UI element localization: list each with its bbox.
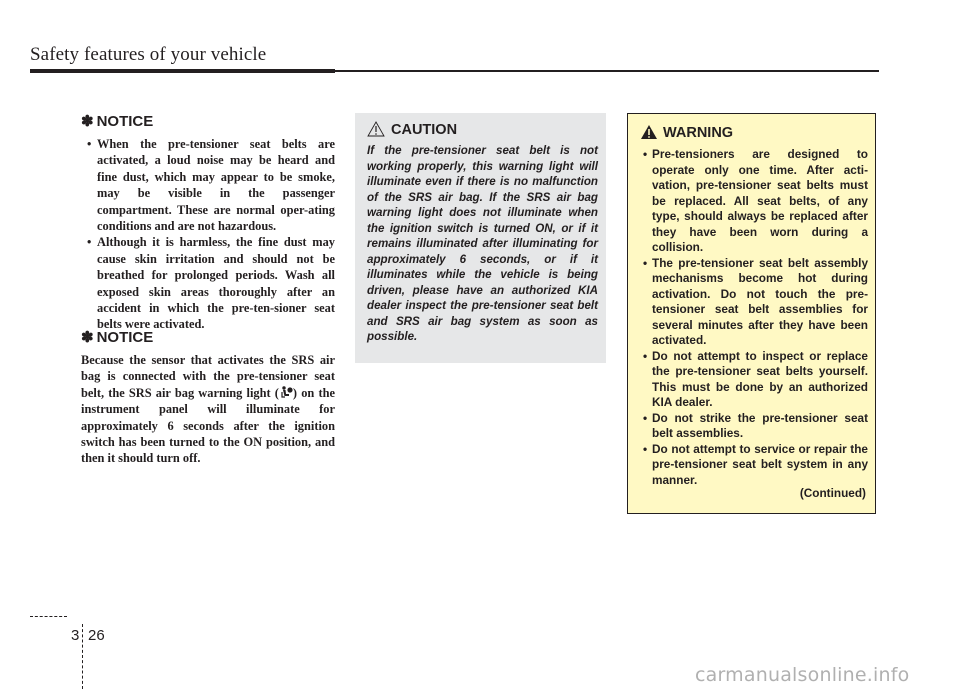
warning-heading — [640, 124, 733, 141]
notice-list-item: • When the pre-tensioner seat belts are activated, a loud noise may be heard and fine dust, which may appear to be smoke, may be visible in the passenger compartment. These are normal oper-ating conditions and are not hazardous. — [81, 136, 335, 234]
caution-body: If the pre-tensioner seat belt is not working properly, this warning light will illuminate even if there is no malfunction of the SRS air bag. If the SRS air bag warning light does not illuminate when the ignition switch is turned ON, or if it remains illuminated after illuminating for approximately 6 seconds, or if it illuminates while the vehicle is being driven, please have an authorized KIA dealer inspect the pre-tensioner seat belt and SRS air bag system as soon as possible. — [367, 144, 598, 343]
warning-list-item: • The pre-tensioner seat belt assembly mechanisms become hot during activation. Do not touch the pre-tensioner seat belt assemblies for several minutes after they have been activated. — [638, 256, 868, 349]
warning-heading-text: WARNING — [663, 125, 734, 141]
header-rule-thick — [30, 69, 335, 73]
notice-text-after-icon: ) on the instrument panel will illuminate for approximately 6 seconds after the ignition switch has been turned to the ON position, and then it should turn off. — [81, 385, 335, 466]
warning-list-item: • Do not attempt to inspect or replace the pre-tensioner seat belts yourself. This must be done by an authorized KIA dealer. — [638, 349, 868, 411]
chapter-number: 3 — [71, 627, 80, 644]
caution-heading — [367, 121, 457, 138]
warning-triangle-icon — [640, 125, 663, 141]
page-header-title: Safety features of your vehicle — [30, 44, 267, 65]
notice-heading-text: NOTICE — [96, 329, 154, 346]
notice-section-2 — [81, 328, 335, 467]
warning-list-item: • Do not strike the pre-tensioner seat belt assemblies. — [638, 411, 868, 442]
notice-star-icon: ✽ — [81, 329, 94, 346]
notice-star-icon: ✽ — [81, 113, 94, 130]
notice-heading — [81, 328, 335, 346]
warning-list — [638, 147, 868, 488]
warning-list-item: • Do not attempt to service or repair the pre-tensioner seat belt system in any manner. — [638, 442, 868, 489]
caution-box — [355, 113, 606, 363]
warning-list-item: • Pre-tensioners are designed to operate only one time. After acti-vation, pre-tensioner seat belts must be replaced. All seat belts, of any type, should always be replaced after they have been worn during a collision. — [638, 147, 868, 256]
srs-airbag-warning-icon — [279, 386, 293, 399]
notice-list-item: • Although it is harmless, the fine dust may cause skin irritation and should not be breathed for prolonged periods. Wash all exposed skin areas thoroughly after an accident in which the pre-ten-sioner seat belts were activated. — [81, 234, 335, 332]
continued-label: (Continued) — [799, 486, 866, 500]
warning-box — [627, 113, 876, 514]
notice-section-1 — [81, 112, 335, 333]
notice-paragraph — [81, 352, 335, 467]
header-rule-thin — [335, 70, 879, 72]
footer-dashed-rule — [30, 616, 67, 617]
page-number: 26 — [88, 627, 105, 644]
notice-list — [81, 136, 335, 333]
footer-vertical-rule — [82, 624, 83, 689]
caution-heading-text: CAUTION — [391, 122, 458, 138]
notice-heading — [81, 112, 335, 130]
watermark: carmanualsonline.info — [695, 664, 910, 686]
notice-heading-text: NOTICE — [96, 113, 154, 130]
notice-text-before-icon: Because the sensor that activates the SRS air bag is connected with the pre-tensioner seat belt, the SRS air bag warning light ( — [81, 353, 335, 400]
caution-triangle-icon — [367, 122, 391, 138]
